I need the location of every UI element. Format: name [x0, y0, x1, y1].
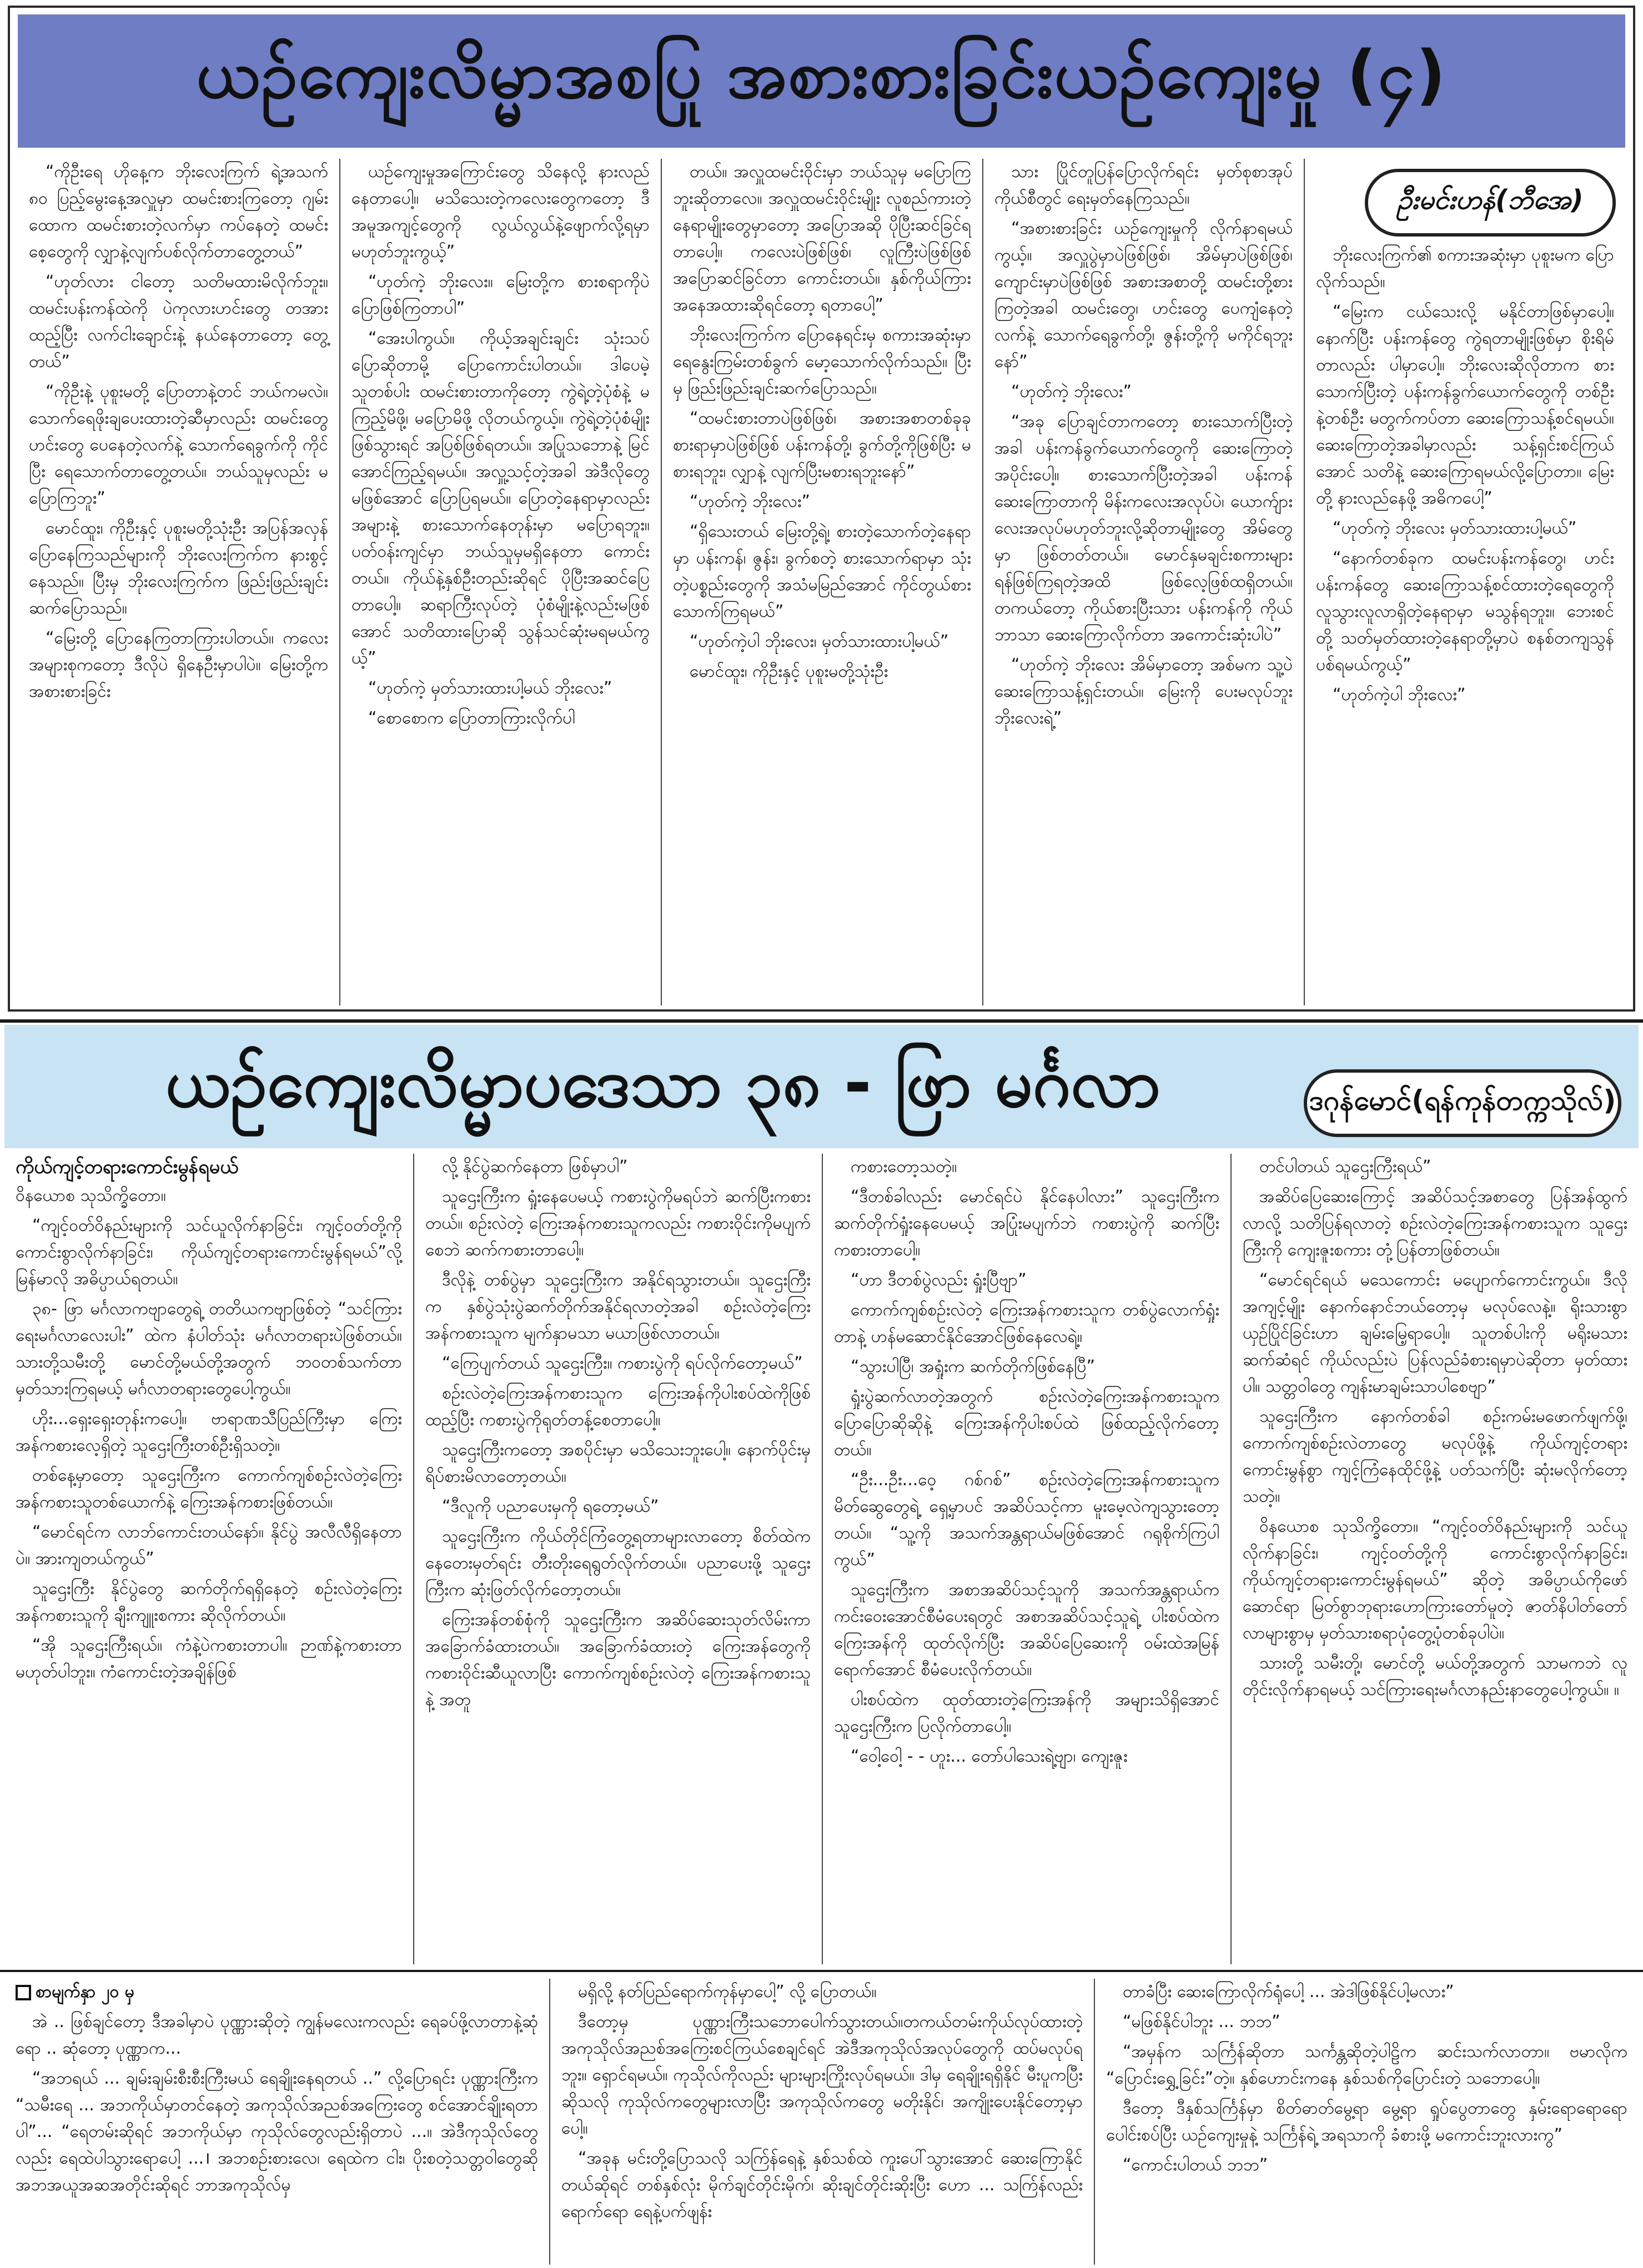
paragraph: “ဝေါ့ဝေါ့ - - ဟူး... တော်ပါသေးရဲ့ဗျာ၊ ကျေးဇူး	[851, 1747, 1128, 1766]
article-2-column-3	[822, 1154, 1230, 1964]
paragraph: တစ်နေ့မှာတော့ သူဌေးကြီးက ကောက်ကျစ်စဉ်းလဲတဲ့ကြေးအန်ကစားသူတစ်ယောက်နဲ့ ကြေးအန်ကစားဖြစ်တယ်။	[16, 1466, 402, 1512]
continued-from-label	[16, 1979, 538, 2005]
checkbox-icon	[16, 1985, 31, 2000]
paragraph: စဉ်းလဲတဲ့ကြေးအန်ကစားသူက ကြေးအန်ကိုပါးစပ်ထဲကိုဖြစ်ထည့်ပြီး ကစားပွဲကိုရုတ်တန့်စေတာပေါ့။	[425, 1384, 811, 1430]
paragraph: သူဌေးကြီးက အစာအဆိပ်သင့်သူကို အသက်အန္တရာယ်က ကင်းဝေးအောင်စီမံပေးရတွင် အစာအဆိပ်သင့်သူရဲ့ ပါးစပ်ထဲကကြေးအန်ကို ထုတ်လိုက်ပြီး အဆိပ်ပြေဆေးကို ဝမ်းထဲအမြန်ရောက်အောင် စီမံပေးလိုက်တယ်။	[834, 1580, 1219, 1679]
paragraph: အဲ .. ဖြစ်ချင်တော့ ဒီအခါမှာပဲ ပုဏ္ဏားဆိုတဲ့ ကျွန်မလေးကလည်း ရေခပ်ဖို့လာတာနဲ့ဆုံရော .. ဆုံတော့ ပုဏ္ဏာက...	[16, 2012, 538, 2058]
paragraph: “အခုန မင်းတို့ပြောသလို သက်ြန်ရေနဲ့ နှစ်သစ်ထဲ ကူးပေါ်သွားအောင် ဆေးကြောနိုင်တယ်ဆိုရင် တစ်နှစ်လုံး မိုက်ချင်တိုင်းမိုက်၊ ဆိုးချင်တိုင်းဆိုးပြီး ဟော ... သက်ြန်လည်းရောက်ရော ရေနဲ့ပက်ဖျန်း	[561, 2149, 1083, 2221]
paragraph: “မောင်ရင်ရယ် မသေကောင်း မပျောက်ကောင်းကွယ်။ ဒီလိုအကျင့်မျိုး နောက်နောင်ဘယ်တော့မှ မလုပ်လေနဲ့။ ရိုးသားစွာယှဉ်ပြိုင်ခြင်းဟာ ချမ်းမြေ့ရာပေါ့။ သူတစ်ပါးကို မရိုးမသားဆက်ဆံရင် ကိုယ်လည်းပဲ ပြန်လည်ခံစားရမှာပဲဆိုတာ မှတ်ထားပါ။ သတ္တဝါတွေ ကျန်းမာချမ်းသာပါစေဗျာ”	[1243, 1270, 1627, 1396]
paragraph: ကောက်ကျစ်စဉ်းလဲတဲ့ ကြေးအန်ကစားသူက တစ်ပွဲလောက်ရှုံးတာနဲ့ ဟန်မဆောင်နိုင်အောင်ဖြစ်နေလေရဲ့။	[834, 1300, 1219, 1346]
paragraph: “ဟုတ်ကဲ့ပါ ဘိုးလေး၊ မှတ်သားထားပါ့မယ်”	[690, 632, 949, 651]
paragraph: ဒီလိုနဲ့ တစ်ပွဲမှာ သူဌေးကြီးက အနိုင်ရသွားတယ်။ သူဌေးကြီးက နှစ်ပွဲသုံးပွဲဆက်တိုက်အနိုင်ရလာတဲ့အခါ စဉ်းလဲတဲ့ကြေးအန်ကစားသူက မျက်နှာမသာ မယာဖြစ်လာတယ်။	[425, 1270, 811, 1343]
article-3-body	[4, 1979, 1639, 2265]
paragraph: “ထမင်းစားတာပဲဖြစ်ဖြစ်၊ အစားအစာတစ်ခုခုစားရာမှာပဲဖြစ်ဖြစ် ပန်းကန်တို့၊ ခွက်တို့ကိုဖြစ်ပြီး မစားရဘူး၊ လျှာနဲ့ လျက်ပြီးမစားရဘူးနော်”	[673, 409, 971, 481]
article-2-subheading: ကိုယ်ကျင့်တရားကောင်းမွန်ရမယ်	[16, 1156, 239, 1178]
paragraph: သူဌေးကြီးက ရှုံးနေပေမယ့် ကစားပွဲကိုမရပ်ဘဲ ဆက်ပြီးကစားတယ်။ စဉ်းလဲတဲ့ ကြေးအန်ကစားသူကလည်း ကစားဝိုင်းကိုမပျက်စေဘဲ ဆက်ကစားတာပေါ့။	[425, 1187, 811, 1260]
article-2-body	[4, 1154, 1639, 1964]
paragraph: “ဟုတ်ကဲ့ ဘိုးလေး မှတ်သားထားပါ့မယ်”	[1333, 519, 1577, 538]
article-2-column-2	[413, 1154, 822, 1964]
article-1-column-5	[1304, 159, 1625, 1005]
paragraph: “ကိုဦးနဲ့ ပုစူးမတို့ ပြောတာနဲ့တင် ဘယ်ကမလဲ။သောက်ရေဖိုးချပေးထားတဲ့ဆီမှာလည်း ထမင်းတွေ ဟင်းတွေ ပေနေတဲ့လက်နဲ့ သောက်ရေခွက်ကို ကိုင်ပြီး ရေသောက်တာတွေ့တယ်။ ဘယ်သူမှလည်း မပြောကြဘူး”	[29, 382, 328, 508]
paragraph: “ဟုတ်ကဲ့ ဘိုးလေး”	[1011, 382, 1132, 401]
continued-label-text: စာမျက်နှာ ၂၀ မှ	[36, 1982, 134, 2002]
paragraph: ဒီတော့မှ ပုဏ္ဏားကြီးသဘောပေါက်သွားတယ်။တကယ်တမ်းကိုယ်လုပ်ထားတဲ့ အကုသိုလ်အညစ်အကြေးစင်ကြယ်စေချင်ရင် အဲဒီအကုသိုလ်အလုပ်တွေကို ထပ်မလုပ်ရဘူး။ ရှောင်ရမယ်။ ကုသိုလ်ကိုလည်း များများကြိုးလုပ်ရမယ်။ ဒါမှ ရေချိုးရရှိနိုင် မီးပူကပြီးဆိုသလို ကုသိုလ်ကတွေများလာပြီး အကုသိုလ်ကတွေ မတိုးနိုင်၊ အကျိုးပေးနိုင်တော့မှာပေါ့။	[561, 2012, 1083, 2138]
paragraph: ဘိုးလေးကြက်က ပြောနေရင်းမှ စကားအဆုံးမှာ ရေနွေးကြမ်းတစ်ခွက် မော့သောက်လိုက်သည်။ ပြီးမှ ဖြည်းဖြည်းချင်းဆက်ပြောသည်။	[673, 325, 971, 398]
paragraph: “အခု ပြောချင်တာကတော့ စားသောက်ပြီးတဲ့အခါ ပန်းကန်ခွက်ယောက်တွေကို ဆေးကြောတဲ့အပိုင်းပေါ့။ စားသောက်ပြီးတဲ့အခါ ပန်းကန်ဆေးကြောတာကို မိန်းကလေးအလုပ်ပဲ၊ ယောက်ျားလေးအလုပ်မဟုတ်ဘူးလို့ဆိုတာမျိုးတွေ အိမ်တွေမှာ ဖြစ်တတ်တယ်။ မောင်နှမချင်းစကားများ ရန်ဖြစ်ကြရတဲ့အထိ ဖြစ်လေ့ဖြစ်ထရှိတယ်။ တကယ်တော့ ကိုယ်စားပြီးသား ပန်းကန်ကို ကိုယ်ဘာသာ ဆေးကြောလိုက်တာ အကောင်းဆုံးပါပဲ”	[994, 412, 1293, 645]
section-divider	[0, 1970, 1643, 1972]
article-1-title: ယဉ်ကျေးလိမ္မာအစပြု အစားစားခြင်းယဉ်ကျေးမှု (၄)	[196, 36, 1447, 113]
paragraph: ရှုံးပွဲဆက်လာတဲ့အတွက် စဉ်းလဲတဲ့ကြေးအန်ကစားသူက ပြောပြောဆိုဆိုနဲ့ ကြေးအန်ကိုပါးစပ်ထဲ ဖြစ်ထည့်လိုက်တော့တယ်။	[834, 1387, 1219, 1460]
article-1	[8, 6, 1635, 1012]
paragraph: ဝိနယောစ သုသိက္ခိတော။ “ကျင့်ဝတ်ဝိနည်းများကို သင်ယူလိုက်နာခြင်း၊ ကျင့်ဝတ်တို့ကို ကောင်းစွာလိုက်နာခြင်း၊ ကိုယ်ကျင့်တရားကောင်းမွန်ရမယ်” ဆိုတဲ့ အဓိပ္ပာယ်ကိုဖော်ဆောင်ရာ မြတ်စွာဘုရားဟောကြားတော်မူတဲ့ ဇာတ်နိပါတ်တော်လာများစွာမှ မှတ်သားစရာပုံတွေ့ပုံတစ်ခုပါပဲ။	[1243, 1517, 1627, 1643]
article-1-column-2	[339, 159, 661, 1005]
paragraph: “အဘရယ် ... ချမ်းချမ်းစီးစီးကြီးမယ် ရေချိုးနေရတယ် ..” လို့ပြောရင်း ပုဏ္ဏားကြီးက “သမီးရေ ... အဘကိုယ်မှာတင်နေတဲ့ အကုသိုလ်အညစ်အကြေးတွေ စင်အောင်ချိုးရတာပါ”... “ရေတမ်းဆိုရင် အဘကိုယ်မှာ ကုသိုလ်တွေလည်းရှိတာပဲ ...။ အဲဒီကုသိုလ်တွေလည်း ရေထဲပါသွားရောပေါ့ ...। အဘစဉ်းစားလေ၊ ရေထဲက ငါး၊ ပိုးစတဲ့သတ္တဝါတွေဆို အဘအယူအဆအတိုင်းဆိုရင် ဘာအကုသိုလ်မှ	[16, 2069, 538, 2195]
paragraph: “အမှန်က သင်္ကြန်ဆိုတာ သင်္ကန္တဆိုတဲ့ပါဠိက ဆင်းသက်လာတာ။ ဗမာလိုက “ပြောင်းရွှေ့ခြင်း”တဲ့။ နှစ်ဟောင်းကနေ နှစ်သစ်ကိုပြောင်းတဲ့ သဘောပေါ့။	[1106, 2042, 1627, 2088]
article-1-author-badge: ဦးမင်းဟန်(ဘီအေ)	[1365, 169, 1616, 237]
article-1-column-4	[982, 159, 1304, 1005]
paragraph: “အစားစားခြင်း ယဉ်ကျေးမှုကို လိုက်နာရမယ်ကွယ့်။ အလှူပွဲမှာပဲဖြစ်ဖြစ်၊ အိမ်မှာပဲဖြစ်ဖြစ်၊ ကျောင်းမှာပဲဖြစ်ဖြစ် အစားအစာတို့ ထမင်းတို့စားကြတဲ့အခါ ထမင်းတွေ၊ ဟင်းတွေ ပေကျံနေတဲ့လက်နဲ့ သောက်ရေခွက်တို့၊ ဇွန်းတို့ကို မကိုင်ရဘူးနော်”	[994, 219, 1293, 371]
article-1-column-3	[661, 159, 982, 1005]
article-3-column-1	[4, 1979, 549, 2265]
paragraph: “အေးပါကွယ်။ ကိုယ့်အချင်းချင်း သုံးသပ်ပြောဆိုတာမို့ ပြောကောင်းပါတယ်။ ဒါပေမဲ့ သူတစ်ပါး ထမင်းစားတာကိုတော့ ကွဲရဲ့တဲ့ပုံစံနဲ့ မကြည့်မိဖို့၊ မပြောမိဖို့ လိုတယ်ကွယ့်။ ကွဲရဲ့တဲ့ပုံစံမျိုးဖြစ်သွားရင် အပြစ်ဖြစ်ရတယ်။ အပြုသဘောနဲ့ မြင်အောင်ကြည့်ရမယ်။ အလှူ့သင့်တဲ့အခါ အဲဒီလိုတွေမဖြစ်အောင် ပြောပြရမယ်။ ပြောတဲ့နေရာမှာလည်း အများနဲ့ စားသောက်နေတုန်းမှာ မပြောရဘူး။ ပတ်ဝန်းကျင်မှာ ဘယ်သူမှမရှိနေတာ ကောင်းတယ်။ ကိုယ်နဲ့နှစ်ဦးတည်းဆိုရင် ပိုပြီးအဆင်ပြေတာပေါ့။ ဆရာကြီးလုပ်တဲ့ ပုံစံမျိုးနဲ့လည်းမဖြစ်အောင် သတိထားပြောဆို သွန်သင်ဆုံးမရမယ်ကွယ့်”	[351, 329, 650, 668]
paragraph: သားတို့ သမီးတို့၊ မောင်တို့ မယ်တို့အတွက် သာမကဘဲ လူတိုင်းလိုက်နာရမယ့် သင်ကြားရေးမင်္ဂလာနည်းနာတွေပေါ့ကွယ်။ ။	[1243, 1653, 1627, 1699]
paragraph: အဆိပ်ပြေဆေးကြောင့် အဆိပ်သင့်အစာတွေ ပြန်အန်ထွက်လာလို့ သတိပြန်ရလာတဲ့ စဉ်းလဲတဲ့ကြေးအန်ကစားသူက သူဌေးကြီးကို ကျေးဇူးစကား တုံ့ပြန်တာဖြစ်တယ်။	[1243, 1187, 1627, 1260]
paragraph: “ရှိသေးတယ် မြေးတို့ရဲ့၊ စားတဲ့သောက်တဲ့နေရာမှာ ပန်းကန်၊ ဇွန်း၊ ခွက်စတဲ့ စားသောက်ရာမှာ သုံးတဲ့ပစ္စည်းတွေကို အသံမမြည်အောင် ကိုင်တွယ်စားသောက်ကြရမယ်”	[673, 522, 971, 621]
paragraph: “အို သူဌေးကြီးရယ်။ ကံနဲ့ပဲကစားတာပါ။ ဉာဏ်နဲ့ကစားတာမဟုတ်ပါဘူး။ ကံကောင်းတဲ့အချိန်ဖြစ်	[16, 1636, 402, 1682]
article-2	[0, 1025, 1643, 1969]
paragraph: “စောစောက ပြောတာကြားလိုက်ပါ	[368, 708, 575, 728]
paragraph: တာခံပြီး ဆေးကြောလိုက်ရုံပေါ့ ... အဲဒါဖြစ်နိုင်ပါ့မလား”	[1123, 1982, 1454, 2002]
paragraph: ပါးစပ်ထဲက ထုတ်ထားတဲ့ကြေးအန်ကို အများသိရှိအောင် သူဌေးကြီးက ပြလိုက်တာပေါ့။	[834, 1690, 1219, 1736]
paragraph: မောင်ထူး၊ ကိုဦးနှင့် ပုစူးမတို့သုံးဦး	[690, 662, 888, 681]
paragraph: သူဌေးကြီး နိုင်ပွဲတွေ ဆက်တိုက်ရရှိနေတဲ့ စဉ်းလဲတဲ့ကြေးအန်ကစားသူကို ချီးကျူးစကား ဆိုလိုက်တယ်။	[16, 1579, 402, 1625]
paragraph: “ကိုဦးရေ ဟိုနေ့က ဘိုးလေးကြက် ရဲ့အသက် ၈၀ ပြည့်မွေးနေ့အလှူမှာ ထမင်းစားကြတော့ ဂျမ်းထောက ထမင်းစားတဲ့လက်မှာ ကပ်နေတဲ့ ထမင်းစေ့တွေကို လျှာနဲ့လျက်ပစ်လိုက်တာတွေ့တယ်”	[29, 162, 328, 262]
paragraph: ယဉ်ကျေးမှုအကြောင်းတွေ သိနေလို့ နားလည်နေတာပေါ့။ မသိသေးတဲ့ကလေးတွေကတော့ ဒီအမူအကျင့်တွေကို လွယ်လွယ်နဲ့ဖျောက်လို့ရမှာ မဟုတ်ဘူးကွယ့်”	[351, 162, 650, 262]
paragraph: ဒီတော့ ဒီနှစ်သင်္ကြန်မှာ စိတ်ဓာတ်မွေ့ရာ မွေ့ရာ ရှုပ်ပွေတာတွေ နှမ်းရောရောရော ပေါင်းစပ်ပြီး ယဉ်ကျေးမှုနဲ့ သင်္ကြန်ရဲ့ အရသာကို ခံစားဖို့ မကောင်းဘူးလားကွ”	[1106, 2099, 1627, 2145]
paragraph: တင်ပါတယ် သူဌေးကြီးရယ်”	[1259, 1157, 1431, 1176]
paragraph: ၃၈- ဖြာ မင်္ဂလာကဗျာတွေရဲ့ တတိယကဗျာဖြစ်တဲ့ “သင်ကြားရေးမင်္ဂလာလေးပါး” ထဲက နံပါတ်သုံး မင်္ဂလာတရားပဲဖြစ်တယ်။ သားတို့သမီးတို့ မောင်တို့မယ်တို့အတွက် ဘဝတစ်သက်တာ မှတ်သားကြရမယ့် မင်္ဂလာတရားတွေပေါ့ကွယ်။	[16, 1299, 402, 1399]
paragraph: သူဌေးကြီးက ကိုယ်တိုင်ကြံတွေ့ရတာများလာတော့ စိတ်ထဲကနေတေးမှတ်ရင်း တီးတိုးရေရွတ်လိုက်တယ်။ ပညာပေးဖို့ သူဌေးကြီးက ဆုံးဖြတ်လိုက်တော့တယ်။	[425, 1527, 811, 1600]
paragraph: “မောင်ရင်က လာဘ်ကောင်းတယ်နော်။ နိုင်ပွဲ အလီလီရှိနေတာပဲ။ အားကျတယ်ကွယ်”	[16, 1522, 402, 1568]
paragraph: တယ်။ အလှူထမင်းဝိုင်းမှာ ဘယ်သူမှ မပြောကြဘူးဆိုတာလေ။ အလှူထမင်းဝိုင်းမျိုး လူစည်ကားတဲ့နေရာမျိုးတွေမှာတော့ အပြောအဆို ပိုပြီးဆင်ခြင်ရတာပေါ့။ ကလေးပဲဖြစ်ဖြစ်၊ လူကြီးပဲဖြစ်ဖြစ် အပြောဆင်ခြင်တာ ကောင်းတယ်။ နှစ်ကိုယ်ကြား အနေအထားဆိုရင်တော့ ရတာပေါ့”	[673, 162, 971, 315]
article-1-body	[18, 159, 1625, 1005]
paragraph: “ကောင်းပါတယ် ဘဘ”	[1123, 2155, 1268, 2175]
paragraph: သား ပြိုင်တူပြန်ပြောလိုက်ရင်း မှတ်စုစာအုပ်ကိုယ်စီတွင် ရေးမှတ်နေကြသည်။	[994, 162, 1293, 208]
article-2-column-4	[1230, 1154, 1639, 1964]
paragraph: “ဒီလူကို ပညာပေးမှကို ရတော့မယ်”	[442, 1497, 659, 1516]
paragraph: သူဌေးကြီးကတော့ အစပိုင်းမှာ မသိသေးဘူးပေါ့။ နောက်ပိုင်းမှ ရိပ်စားမိလာတော့တယ်။	[425, 1440, 811, 1486]
paragraph: “ဟုတ်ကဲ့ပါ ဘိုးလေး”	[1333, 685, 1466, 705]
paragraph: “ကြေပျက်တယ် သူဌေးကြီး။ ကစားပွဲကို ရပ်လိုက်တော့မယ်”	[442, 1354, 803, 1373]
paragraph: ဟိုး...ရှေးရှေးတုန်းကပေါ့။ ဗာရာဏသီပြည်ကြီးမှာ ကြေးအန်ကစားလေ့ရှိတဲ့ သူဌေးကြီးတစ်ဦးရှိသတဲ့။	[16, 1409, 402, 1455]
paragraph: ဘိုးလေးကြက်၏ စကားအဆုံးမှာ ပုစူးမက ပြောလိုက်သည်။	[1316, 245, 1614, 291]
paragraph: “ဒီတစ်ခါလည်း မောင်ရင်ပဲ နိုင်နေပါလား” သူဌေးကြီးက ဆက်တိုက်ရှုံးနေပေမယ့် အပြုံးမပျက်ဘဲ ကစားပွဲကို ဆက်ပြီးကစားတာပေါ့။	[834, 1187, 1219, 1260]
article-1-column-1	[18, 159, 339, 1005]
article-1-banner	[18, 14, 1625, 148]
paragraph: “ဟုတ်ကဲ့ ဘိုးလေး။ မြေးတို့က စားစရာကိုပဲ ပြောဖြစ်ကြတာပါ”	[351, 272, 650, 318]
paragraph: “မြေးက ငယ်သေးလို့ မနိုင်တာဖြစ်မှာပေါ့။ နောက်ပြီး ပန်းကန်တွေ ကွဲရတာမျိုးဖြစ်မှာ စိုးရိမ်တာလည်း ပါမှာပေါ့။ ဘိုးလေးဆိုလိုတာက စားသောက်ပြီးတဲ့ ပန်းကန်ခွက်ယောက်တွေကို တစ်ဦးနဲ့တစ်ဦး မတွက်ကပ်တာ ဆေးကြောသန့်စင်ရမယ်။ ဆေးကြောတဲ့အခါမှာလည်း သန့်ရှင်းစင်ကြယ်အောင် သတိနဲ့ ဆေးကြောရမယ်လို့ပြောတာ။ မြေးတို့ နားလည်နေဖို့ အဓိကပေါ့”	[1316, 302, 1614, 508]
article-3	[0, 1974, 1643, 2268]
paragraph: သူဌေးကြီးက နောက်တစ်ခါ စဉ်းကမ်းမဖောက်ဖျက်ဖို့၊ ကောက်ကျစ်စဉ်းလဲတာတွေ မလုပ်ဖို့နဲ့ ကိုယ်ကျင့်တရားကောင်းမွန်စွာ ကျင့်ကြံနေထိုင်ဖို့နဲ့ ပတ်သက်ပြီး ဆုံးမလိုက်တော့သတဲ့။	[1243, 1407, 1627, 1506]
paragraph: “ဟုတ်ကဲ့ ဘိုးလေး အိမ်မှာတော့ အစ်မက သူ့ပဲဆေးကြောသန့်ရှင်းတယ်။ မြေးကို ပေးမလုပ်ဘူးဘိုးလေးရဲ့”	[994, 655, 1293, 728]
article-2-author-badge: ဒဂုန်မောင်(ရန်ကုန်တက္ကသိုလ်)	[1304, 1069, 1621, 1137]
paragraph: “သွားပါပြီ၊ အရှုံးက ဆက်တိုက်ဖြစ်နေပြီ”	[851, 1357, 1095, 1376]
paragraph: “ဟုတ်ကဲ့ မှတ်သားထားပါ့မယ် ဘိုးလေး”	[368, 678, 612, 698]
paragraph: “နောက်တစ်ခုက ထမင်းပန်းကန်တွေ၊ ဟင်းပန်းကန်တွေ ဆေးကြောသန့်စင်ထားတဲ့ရေတွေကို လူသွားလူလာရှိတဲ့နေရာမှာ မသွန်ရဘူး။ ဘေးစင်တို့ သတ်မှတ်ထားတဲ့နေရာတို့မှာပဲ စနစ်တကျသွန်ပစ်ရမယ်ကွယ့်”	[1316, 549, 1614, 675]
article-2-column-1	[4, 1154, 413, 1964]
article-2-title: ယဉ်ကျေးလိမ္မာပဒေသာ ၃၈ - ဖြာ မင်္ဂလာ	[165, 1045, 1161, 1122]
article-3-column-3	[1094, 1979, 1639, 2265]
paragraph: မရှိလို့ နတ်ပြည်ရောက်ကုန်မှာပေါ့” လို့ ပြောတယ်။	[578, 1982, 877, 2002]
paragraph: “ဟုတ်လား ငါတော့ သတိမထားမိလိုက်ဘူး။ ထမင်းပန်းကန်ထဲကို ပဲကုလားဟင်းတွေ တအားထည့်ပြီး လက်ငါးချောင်းနဲ့ နယ်နေတာတော့ တွေ့တယ်”	[29, 272, 328, 371]
paragraph: “ဦး...ဦး...ဝေ့ ဂစ်ဂစ်” စဉ်းလဲတဲ့ကြေးအန်ကစားသူက မိတ်ဆွေတွေရဲ့ ရှေ့မှာပင် အဆိပ်သင့်ကာ မူးမေ့လဲကျသွားတော့တယ်။ “သူ့ကို အသက်အန္တရာယ်မဖြစ်အောင် ဂရုစိုက်ကြပါကွယ်”	[834, 1470, 1219, 1570]
paragraph: မောင်ထူး၊ ကိုဦးနှင့် ပုစူးမတို့သုံးဦး အပြန်အလှန် ပြောနေကြသည်များကို ဘိုးလေးကြက်က နားစွင့်နေသည်။ ပြီးမှ ဘိုးလေးကြက်က ဖြည်းဖြည်းချင်း ဆက်ပြောသည်။	[29, 519, 328, 618]
paragraph: ဝိနယောစ သုသိက္ခိတော။	[16, 1186, 166, 1205]
paragraph: “မြေးတို့ ပြောနေကြတာကြားပါတယ်။ ကလေးအများစုကတော့ ဒီလိုပဲ ရှိနေဦးမှာပါပဲ။ မြေးတို့က အစားစားခြင်း	[29, 628, 328, 701]
paragraph: လို့ နိုင်ပွဲဆက်နေတာ ဖြစ်မှာပါ”	[442, 1157, 628, 1176]
article-3-column-2	[549, 1979, 1094, 2265]
paragraph: “ဟုတ်ကဲ့ ဘိုးလေး”	[690, 492, 811, 511]
paragraph: “ကျင့်ဝတ်ဝိနည်းများကို သင်ယူလိုက်နာခြင်း၊ ကျင့်ဝတ်တို့ကို ကောင်းစွာလိုက်နာခြင်း၊ ကိုယ်ကျင့်တရားကောင်းမွန်ရမယ်”လို့ မြန်မာလို အဓိပ္ပာယ်ရတယ်။	[16, 1216, 402, 1289]
article-2-banner	[4, 1025, 1639, 1148]
paragraph: ကစားတော့သတဲ့။	[851, 1157, 957, 1176]
paragraph: ကြေးအန်တစ်စုံကို သူဌေးကြီးက အဆိပ်ဆေးသုတ်လိမ်းကာ အခြောက်ခံထားတယ်။ အခြောက်ခံထားတဲ့ ကြေးအန်တွေကို ကစားဝိုင်းဆီယူလာပြီး ကောက်ကျစ်စဉ်းလဲတဲ့ ကြေးအန်ကစားသူနဲ့ အတူ	[425, 1610, 811, 1709]
paragraph: “မဖြစ်နိုင်ပါဘူး ... ဘဘ”	[1123, 2012, 1280, 2031]
paragraph: “ဟာ ဒီတစ်ပွဲလည်း ရှုံးပြီဗျာ”	[851, 1270, 1027, 1290]
section-divider	[0, 1019, 1643, 1023]
